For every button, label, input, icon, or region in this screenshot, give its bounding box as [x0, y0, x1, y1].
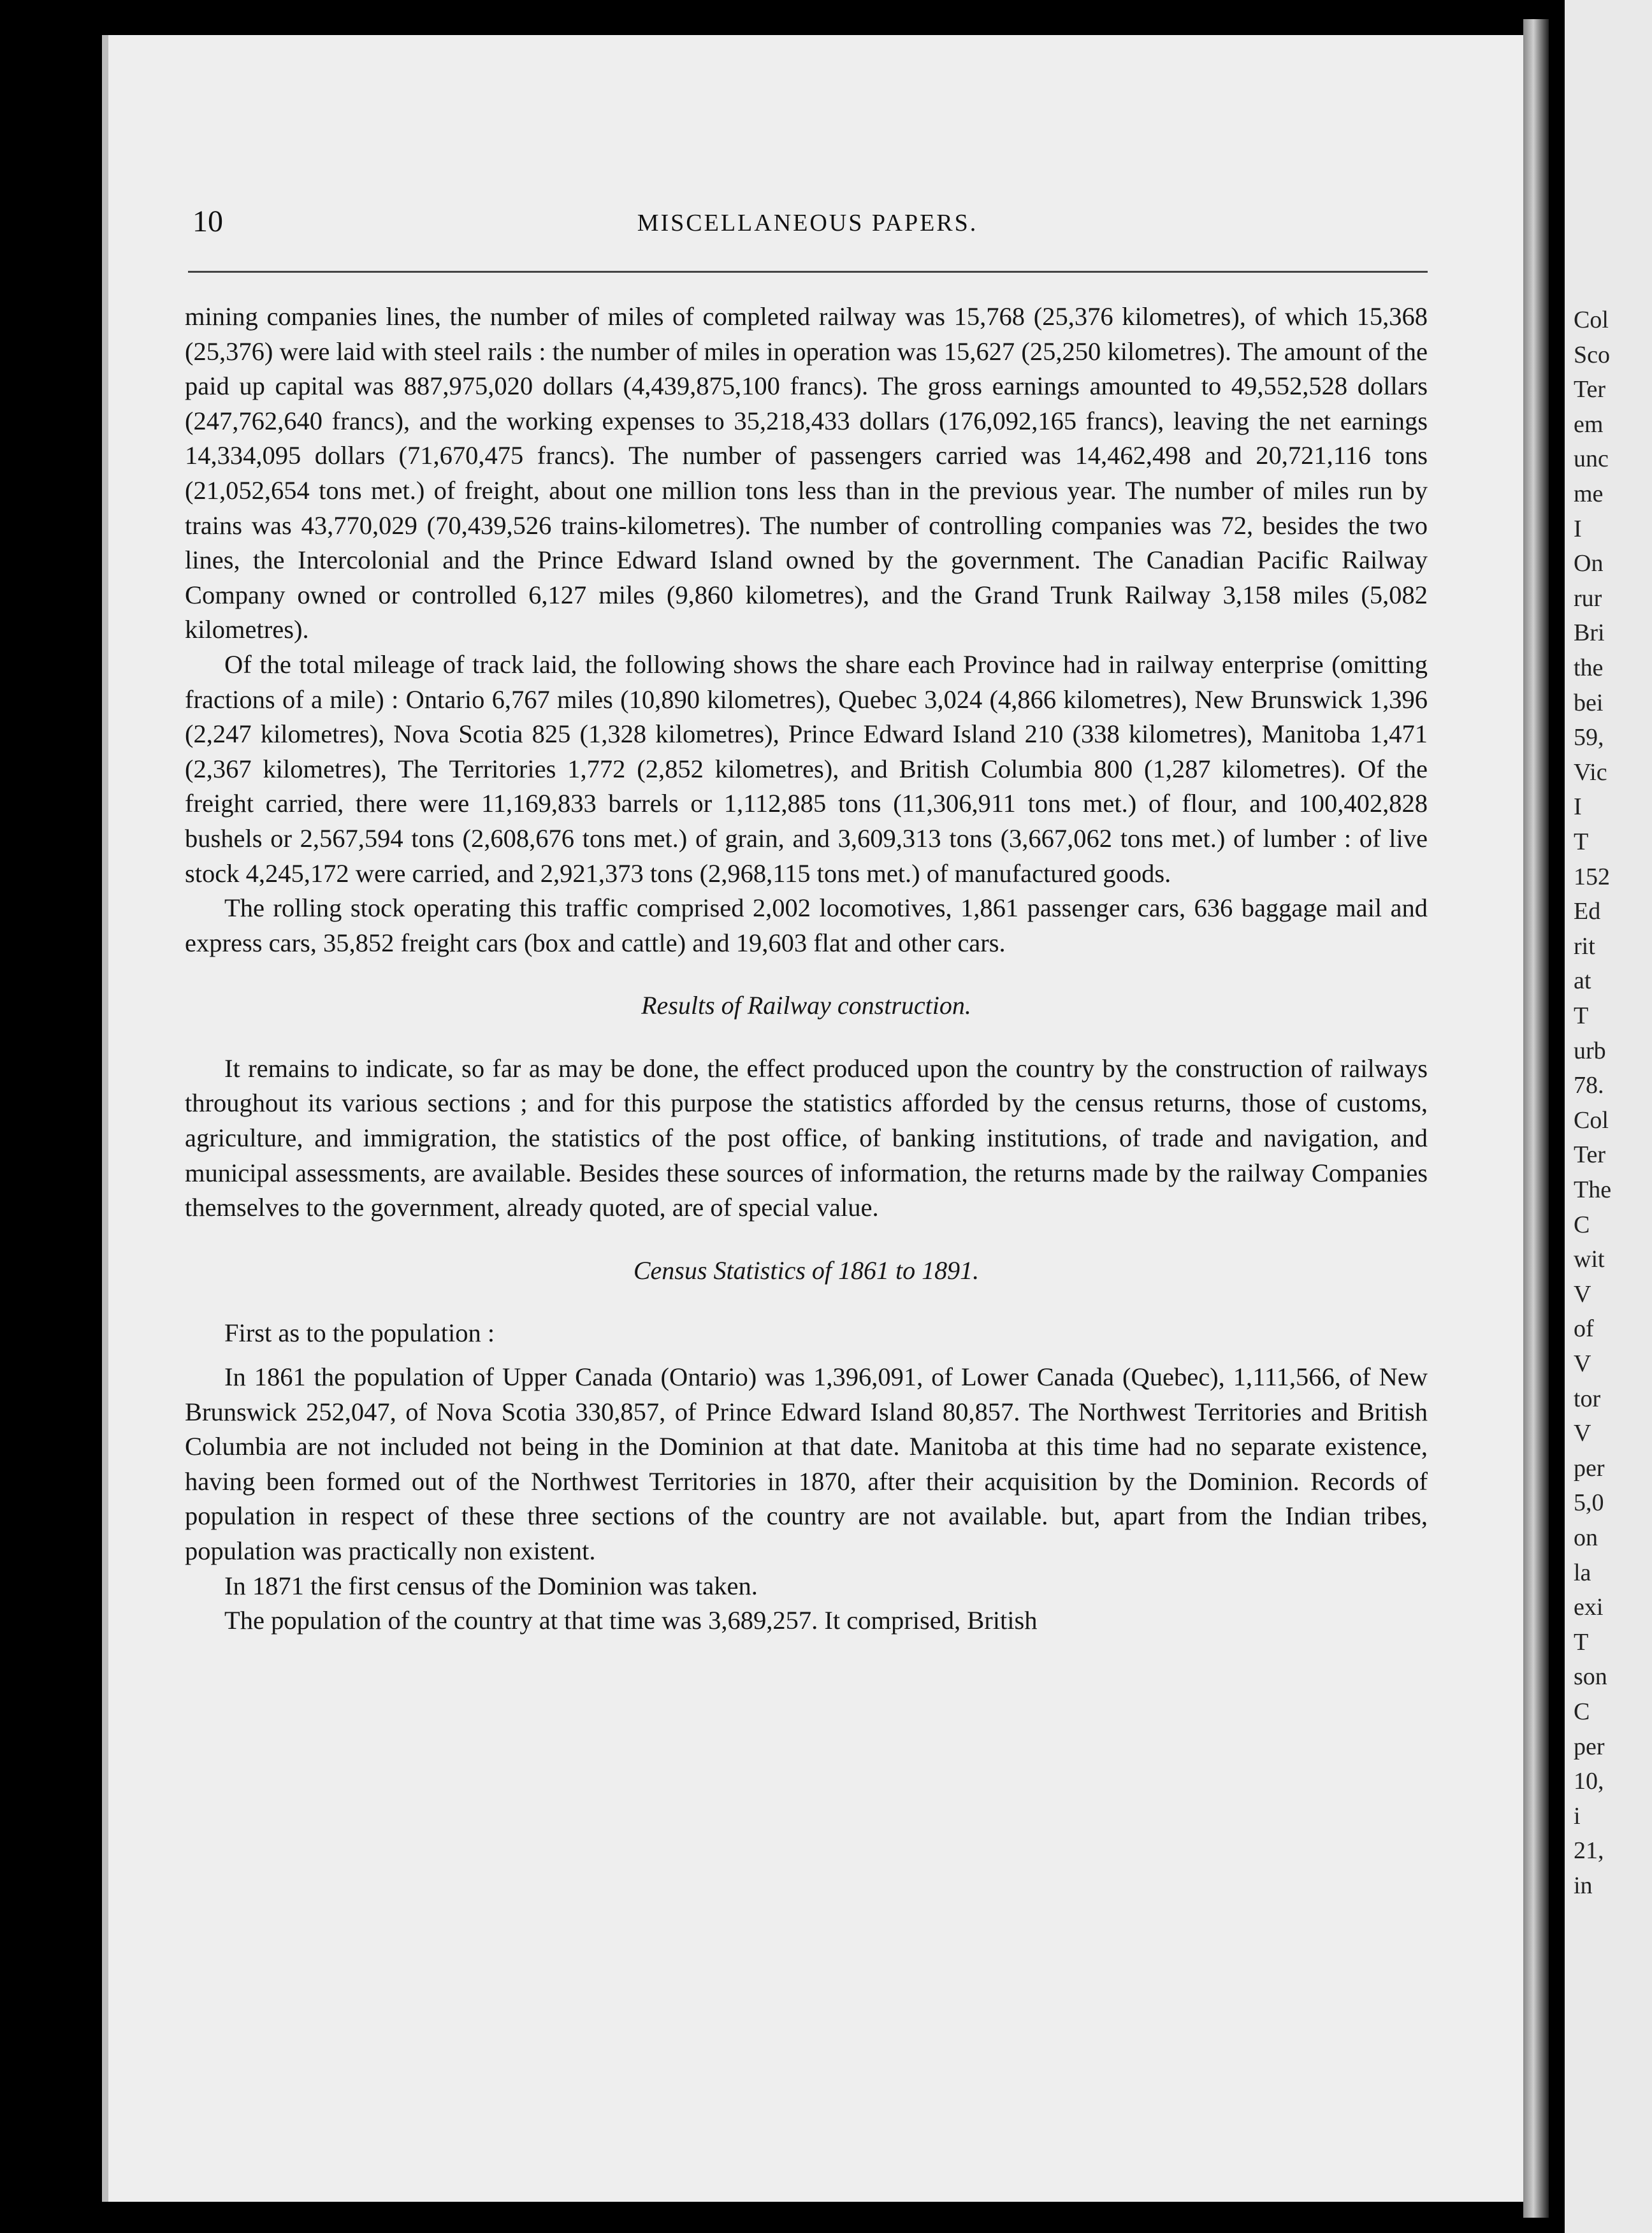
adjacent-page-text: T [1574, 1002, 1589, 1029]
adjacent-page-text: la [1574, 1559, 1591, 1586]
adjacent-page-text: C [1574, 1211, 1590, 1238]
adjacent-page-text: T [1574, 828, 1589, 855]
adjacent-page-text: wit [1574, 1246, 1605, 1273]
adjacent-page-text: em [1574, 410, 1604, 438]
adjacent-page-text: in [1574, 1872, 1593, 1899]
adjacent-page-text: at [1574, 967, 1591, 995]
adjacent-page-text: of [1574, 1315, 1594, 1343]
adjacent-page-text: Ed [1574, 898, 1601, 925]
section-heading: Results of Railway construction. [641, 991, 971, 1020]
adjacent-page-text: on [1574, 1524, 1598, 1551]
section-heading: Census Statistics of 1861 to 1891. [633, 1255, 980, 1285]
adjacent-page-text: V [1574, 1350, 1591, 1377]
adjacent-page-text: me [1574, 481, 1604, 507]
adjacent-page-text: Vic [1574, 758, 1607, 786]
body-text [185, 300, 1428, 1638]
adjacent-page-text: tor [1574, 1385, 1601, 1412]
running-title: MISCELLANEOUS PAPERS. [637, 210, 978, 236]
adjacent-page-text: bei [1574, 689, 1604, 716]
paragraph: mining companies lines, the number of miles of completed railway was 15,768 (25,376 kilometres), of which 15,368 (25,376) were laid with steel rails : the number of miles in operation was 15,627 (25,250 kilometres). The amount of the paid up capital was 887,975,020 dollars (4,439,875,100 francs). The gross earnings amounted to 49,552,528 dollars (247,762,640 francs), and the working expenses to 35,218,433 dollars (176,092,165 francs), leaving the net earnings 14,334,095 dollars (71,670,475 francs). The number of passengers carried was 14,462,498 and 20,721,116 tons (21,052,654 tons met.) of freight, about one million tons less than in the previous year. The number of miles run by trains was 43,770,029 (70,439,526 trains-kilometres). The number of controlling companies was 72, besides the two lines, the Intercolonial and the Prince Edward Island owned by the government. The Canadian Pacific Railway Company owned or controlled 6,127 miles (9,860 kilometres), and the Grand Trunk Railway 3,158 miles (5,082 kilometres). [185, 302, 1428, 644]
adjacent-page-text: 152 [1574, 863, 1610, 890]
adjacent-page-text: 59, [1574, 724, 1604, 751]
adjacent-page-text: i [1574, 1802, 1581, 1830]
adjacent-page-text: exi [1574, 1594, 1604, 1621]
adjacent-page-text: 78. [1574, 1072, 1604, 1099]
adjacent-page-text: The [1574, 1176, 1612, 1203]
page-edge [1523, 19, 1549, 2218]
adjacent-page-text: V [1574, 1280, 1591, 1308]
adjacent-page-text: per [1574, 1733, 1605, 1760]
adjacent-page-text: I [1574, 793, 1582, 821]
adjacent-page-text: Bri [1574, 619, 1605, 647]
adjacent-page-text: Col [1574, 1106, 1609, 1134]
adjacent-page-text: rit [1574, 932, 1595, 960]
adjacent-page-text: Sco [1574, 341, 1610, 368]
page-header [192, 191, 1423, 255]
adjacent-page-text: Ter [1574, 1141, 1606, 1169]
adjacent-page-text: unc [1574, 445, 1609, 473]
adjacent-page-text: C [1574, 1698, 1590, 1725]
adjacent-page-text: per [1574, 1454, 1605, 1482]
paragraph: The rolling stock operating this traffic comprised 2,002 locomotives, 1,861 passenger cars, 636 baggage mail and express cars, 35,852 freight cars (box and cattle) and 19,603 flat and other cars. [185, 893, 1428, 957]
page-number: 10 [192, 205, 223, 238]
adjacent-page-text: urb [1574, 1037, 1606, 1064]
adjacent-page-text: 21, [1574, 1837, 1604, 1865]
paragraph: In 1861 the population of Upper Canada (Ontario) was 1,396,091, of Lower Canada (Quebec), 1,111,566, of New Brunswick 252,047, of Nova Scotia 330,857, of Prince Edward Island 80,857. The Northwest Territories and British Columbia are not included not being in the Dominion at that date. Manitoba at this time had no separate existence, having been formed out of the Northwest Territories in 1870, after their acquisition by the Dominion. Records of population in respect of these three sections of the country are not available. but, apart from the Indian tribes, population was practically non existent. [185, 1362, 1428, 1565]
adjacent-page-text: On [1574, 550, 1604, 577]
adjacent-page-text: I [1574, 515, 1582, 542]
adjacent-page-text: the [1574, 654, 1604, 681]
paragraph: In 1871 the first census of the Dominion was taken. [224, 1571, 758, 1600]
adjacent-page-text: 5,0 [1574, 1489, 1604, 1517]
paragraph: It remains to indicate, so far as may be done, the effect produced upon the country by the construction of railways throughout its various sections ; and for this purpose the statistics afforded by the census returns, those of customs, agriculture, and immigration, the statistics of the post office, of banking institutions, of trade and navigation, and municipal assessments, are available. Besides these sources of information, the returns made by the railway Companies themselves to the government, already quoted, are of special value. [185, 1053, 1428, 1222]
adjacent-page-text: V [1574, 1420, 1591, 1447]
adjacent-page-text: 10, [1574, 1768, 1604, 1795]
adjacent-page-text: T [1574, 1628, 1589, 1656]
adjacent-page-text: rur [1574, 584, 1602, 612]
adjacent-page-fragment [1565, 0, 1652, 2233]
paragraph: Of the total mileage of track laid, the following shows the share each Province had in railway enterprise (omitting fractions of a mile) : Ontario 6,767 miles (10,890 kilometres), Quebec 3,024 (4,866 kilometres), New Brunswick 1,396 (2,247 kilometres), Nova Scotia 825 (1,328 kilometres), Prince Edward Island 210 (338 kilometres), Manitoba 1,471 (2,367 kilometres), The Territories 1,772 (2,852 kilometres), and British Columbia 800 (1,287 kilometres). Of the freight carried, there were 11,169,833 barrels or 1,112,885 tons (11,306,911 tons met.) of flour, and 100,402,828 bushels or 2,567,594 tons (2,608,676 tons met.) of grain, and 3,609,313 tons (3,667,062 tons met.) of lumber : of live stock 4,245,172 were carried, and 2,921,373 tons (2,968,115 tons met.) of manufactured goods. [185, 649, 1428, 888]
adjacent-page-text: Ter [1574, 376, 1606, 403]
header-rule [188, 271, 1428, 273]
paragraph: The population of the country at that time was 3,689,257. It comprised, British [224, 1606, 1038, 1635]
adjacent-page-text: Col [1574, 307, 1609, 333]
adjacent-page-text: son [1574, 1663, 1607, 1691]
paragraph: First as to the population : [224, 1319, 495, 1348]
